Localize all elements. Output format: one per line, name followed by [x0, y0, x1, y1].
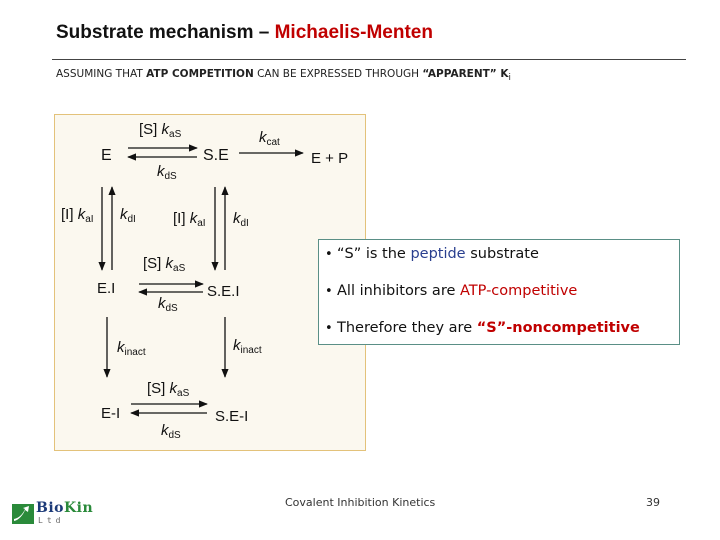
species-EP: E + P: [311, 150, 349, 167]
logo-wordmark: [36, 500, 93, 516]
title-main: Substrate mechanism –: [56, 22, 275, 43]
species-EI: E.I: [97, 280, 116, 297]
page-title: [56, 22, 433, 44]
bullet-3-highlight: “S”-noncompetitive: [476, 320, 640, 336]
bullet-3-text: Therefore they are: [337, 320, 477, 336]
logo-mark-icon: [12, 504, 34, 524]
label-kcat: $k_{cat}$: [259, 129, 280, 148]
label-left-kai: [I] $k_{aI}$: [61, 206, 94, 225]
subtitle-mid: CAN BE EXPRESSED THROUGH: [253, 68, 423, 80]
label-mid-kds: $k_{dS}$: [158, 295, 178, 314]
label-bottom-kas: [S] $k_{aS}$: [147, 380, 190, 399]
subtitle-pre: ASSUMING THAT: [56, 68, 147, 80]
logo-kin: Kin: [64, 500, 94, 516]
page-number: 39: [646, 496, 660, 509]
logo-bio: Bio: [36, 500, 64, 516]
subtitle-bold-atp: ATP COMPETITION: [146, 68, 254, 80]
bullet-noncompetitive: [325, 317, 679, 354]
label-top-kas: [S] $k_{aS}$: [139, 121, 182, 140]
bullet-2-highlight: ATP-competitive: [460, 283, 578, 299]
bullet-box: [318, 239, 680, 345]
label-bottom-kds: $k_{dS}$: [161, 422, 181, 441]
label-right-kai: [I] $k_{aI}$: [173, 210, 206, 229]
bullet-dot: •: [325, 284, 333, 299]
bullet-atp: [325, 280, 679, 317]
bullet-2-text: All inhibitors are: [337, 283, 460, 299]
title-divider: [52, 59, 686, 60]
footer-title: Covalent Inhibition Kinetics: [285, 496, 436, 509]
bullet-1-highlight: peptide: [410, 246, 466, 262]
label-top-kds: $k_{dS}$: [157, 163, 177, 182]
logo-ltd: Ltd: [38, 516, 65, 525]
species-SEI: S.E.I: [207, 283, 240, 300]
species-E-I: E-I: [101, 405, 121, 422]
species-E: E: [101, 147, 112, 164]
subtitle-subscript: i: [508, 73, 511, 84]
bullet-1-text: “S” is the: [337, 246, 411, 262]
species-SE: S.E: [203, 147, 229, 164]
label-left-kinact: $k_{inact}$: [117, 339, 146, 358]
species-SE-I: S.E-I: [215, 408, 249, 425]
subtitle-bold-apparent: “APPARENT” K: [422, 68, 509, 80]
biokin-logo: [12, 500, 92, 526]
title-accent: Michaelis-Menten: [274, 22, 433, 43]
label-mid-kas: [S] $k_{aS}$: [143, 255, 186, 274]
bullet-peptide: [325, 243, 679, 280]
slide-subtitle: [56, 68, 511, 83]
bullet-dot: •: [325, 321, 333, 336]
label-right-kinact: $k_{inact}$: [233, 337, 262, 356]
bullet-1-text-end: substrate: [465, 246, 539, 262]
bullet-dot: •: [325, 247, 333, 262]
label-left-kdi: $k_{dI}$: [120, 206, 136, 225]
label-right-kdi: $k_{dI}$: [233, 210, 249, 229]
